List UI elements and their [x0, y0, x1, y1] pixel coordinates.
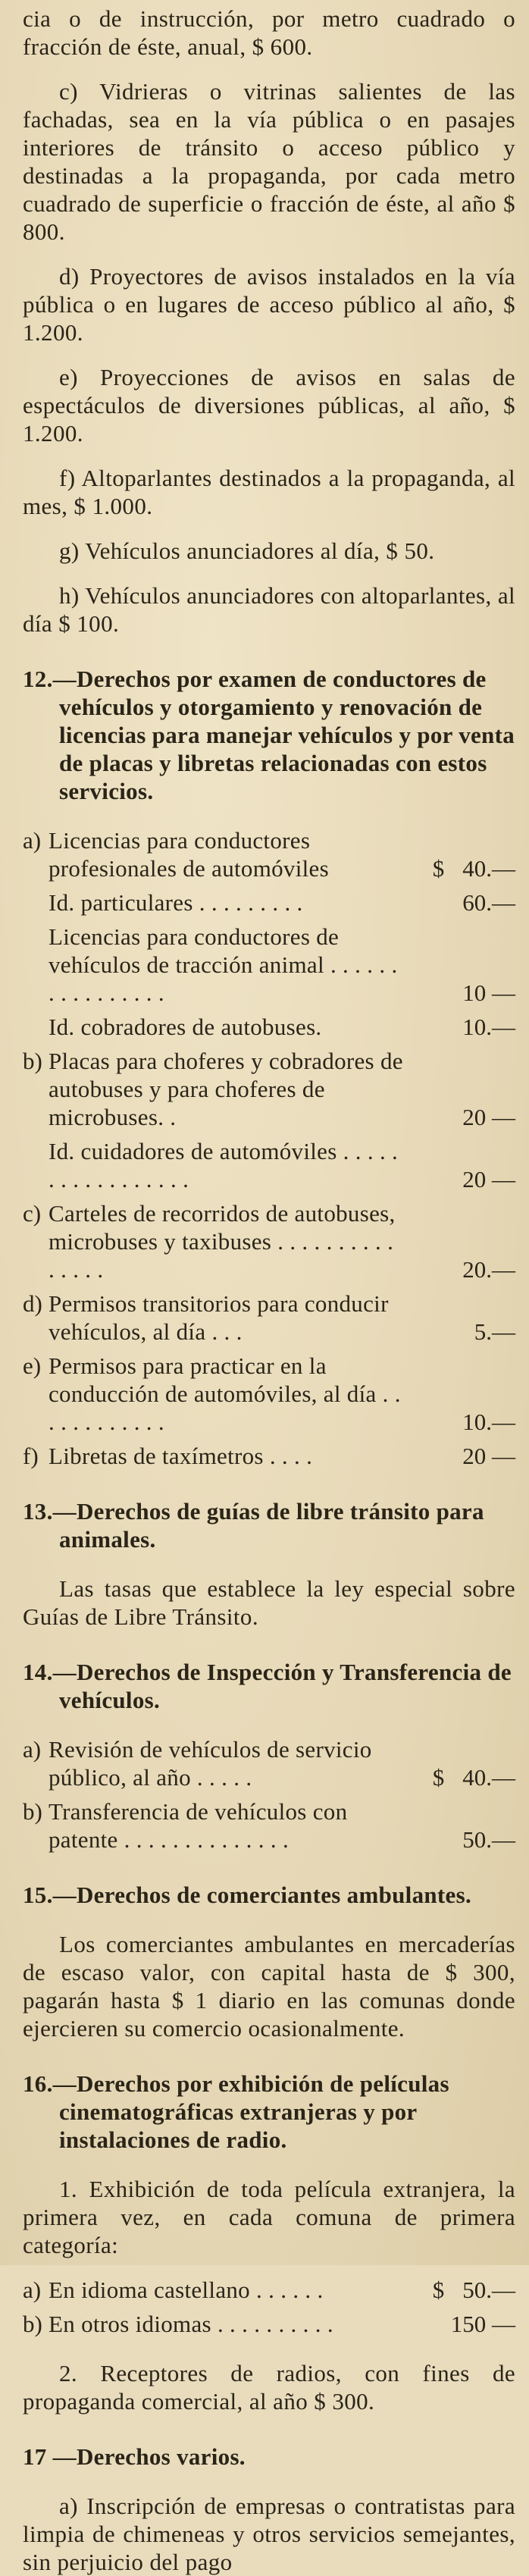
- paragraph-item-e: e) Proyecciones de avisos en salas de espectáculos de diversiones públicas, al año, $ 1.200.: [23, 364, 515, 447]
- fee-amount: 50.—: [462, 1826, 515, 1853]
- fee-amount: 20.—: [462, 1256, 515, 1283]
- fee-amount: $ 50.—: [405, 2276, 515, 2304]
- section-14-heading: 14.—Derechos de Inspección y Transferencia de vehículos.: [23, 1659, 512, 1713]
- fee-letter: a): [23, 2277, 42, 2303]
- fee-description: Permisos transitorios para conducir vehículos, al día . . .: [49, 1290, 389, 1345]
- fee-letter: f): [23, 1443, 39, 1469]
- paragraph-item-f: f) Altoparlantes destinados a la propaganda, al mes, $ 1.000.: [23, 465, 515, 519]
- fee-row: [23, 1290, 515, 1346]
- section-16-item-2: 2. Receptores de radios, con fines de propaganda comercial, al año $ 300.: [23, 2360, 515, 2415]
- section-13-heading: 13.—Derechos de guías de libre tránsito para animales.: [23, 1498, 484, 1553]
- fee-row: [23, 2310, 515, 2338]
- fee-row: [23, 1352, 515, 1436]
- fee-amount: $ 40.—: [405, 854, 515, 882]
- fee-row: [23, 1047, 515, 1131]
- fee-letter: b): [23, 1048, 42, 1074]
- fee-description: Id. particulares . . . . . . . . .: [49, 889, 303, 916]
- fee-amount: 10.—: [462, 1409, 515, 1435]
- fee-row: [23, 1137, 515, 1193]
- fee-description: Licencias para conductores de vehículos de tracción animal . . . . . . . . . . . . . . . .: [49, 923, 398, 1006]
- fee-row: [23, 1013, 515, 1041]
- fee-amount: 150 —: [450, 2311, 515, 2337]
- fee-description: Permisos para practicar en la conducción de automóviles, al día . . . . . . . . . . . .: [49, 1352, 401, 1435]
- fee-letter: [23, 1137, 49, 1193]
- fee-description: Transferencia de vehículos con patente . . . . . . . . . . . . . .: [49, 1798, 348, 1853]
- section-16-fee-list: [23, 2276, 515, 2338]
- fee-letter: [23, 923, 49, 1007]
- section-12-heading: 12.—Derechos por examen de conductores de vehículos y otorgamiento y renovación de licencias para manejar vehículos y por venta de placas y libretas relacionadas con estos servicios.: [23, 666, 515, 804]
- section-12-fee-list: [23, 826, 515, 1470]
- section-16-heading: 16.—Derechos por exhibición de películas cinematográficas extranjeras y por instalaciones de radio.: [23, 2070, 449, 2153]
- fee-letter: c): [23, 1200, 42, 1227]
- paragraph-item-h: h) Vehículos anunciadores con altoparlantes, al día $ 100.: [23, 582, 515, 637]
- section-17-body: a) Inscripción de empresas o contratistas para limpia de chimeneas y otros servicios semejantes, sin perjuicio del pago: [23, 2493, 515, 2575]
- fee-row: [23, 923, 515, 1007]
- fee-row: [23, 888, 515, 917]
- fee-description: Revisión de vehículos de servicio público, al año . . . . .: [49, 1736, 372, 1791]
- fee-row: [23, 1797, 515, 1854]
- fee-letter: a): [23, 827, 42, 854]
- fee-letter: d): [23, 1290, 42, 1317]
- fee-row: [23, 1199, 515, 1283]
- section-14-fee-list: [23, 1735, 515, 1854]
- fee-description: Id. cobradores de autobuses.: [49, 1014, 322, 1040]
- fee-description: Carteles de recorridos de autobuses, microbuses y taxibuses . . . . . . . . . . . . . . .: [49, 1200, 396, 1283]
- fee-amount: 10 —: [462, 979, 515, 1006]
- fee-amount: 10.—: [462, 1014, 515, 1040]
- fee-amount: 20 —: [462, 1443, 515, 1469]
- section-15-body: Los comerciantes ambulantes en mercaderías de escaso valor, con capital hasta de $ 300, pagarán hasta $ 1 diario en las comunas donde ejercieren su comercio ocasionalmente.: [23, 1931, 515, 2042]
- paragraph-continuation: cia o de instrucción, por metro cuadrado o fracción de éste, anual, $ 600.: [23, 5, 515, 60]
- fee-letter: a): [23, 1736, 42, 1763]
- fee-description: Licencias para conductores profesionales de automóviles: [49, 827, 329, 882]
- fee-amount: 20 —: [462, 1104, 515, 1130]
- paragraph-item-c: c) Vidrieras o vitrinas salientes de las fachadas, sea en la vía pública o en pasajes interiores de tránsito o acceso público y destinadas a la propaganda, por cada metro cuadrado de superficie o fracción de éste, al año $ 800.: [23, 78, 515, 245]
- section-15-heading: 15.—Derechos de comerciantes ambulantes.: [23, 1882, 472, 1908]
- section-16-item-1: 1. Exhibición de toda película extranjera, la primera vez, en cada comuna de primera categoría:: [23, 2176, 515, 2258]
- fee-letter: b): [23, 1798, 42, 1825]
- fee-row: [23, 1735, 515, 1791]
- section-13-body: Las tasas que establece la ley especial sobre Guías de Libre Tránsito.: [23, 1575, 515, 1630]
- fee-description: En otros idiomas . . . . . . . . . .: [49, 2311, 333, 2337]
- fee-amount: 60.—: [462, 889, 515, 916]
- fee-description: En idioma castellano . . . . . .: [49, 2277, 324, 2303]
- fee-description: Id. cuidadores de automóviles . . . . . . . . . . . . . . . . .: [49, 1138, 399, 1192]
- fee-description: Placas para choferes y cobradores de autobuses y para choferes de microbuses. .: [49, 1048, 403, 1130]
- fee-row: [23, 826, 515, 882]
- fee-letter: [23, 1013, 49, 1041]
- fee-row: [23, 1442, 515, 1470]
- fee-amount: $ 40.—: [405, 1763, 515, 1791]
- fee-letter: e): [23, 1352, 42, 1379]
- fee-letter: b): [23, 2311, 42, 2337]
- paragraph-item-d: d) Proyectores de avisos instalados en la vía pública o en lugares de acceso público al año, $ 1.200.: [23, 263, 515, 346]
- paragraph-item-g: g) Vehículos anunciadores al día, $ 50.: [59, 537, 435, 564]
- fee-amount: 20 —: [462, 1166, 515, 1192]
- fee-row: [23, 2276, 515, 2304]
- section-17-heading: 17 —Derechos varios.: [23, 2443, 246, 2470]
- fee-description: Libretas de taxímetros . . . .: [49, 1443, 313, 1469]
- fee-letter: [23, 888, 49, 917]
- fee-amount: 5.—: [474, 1318, 515, 1345]
